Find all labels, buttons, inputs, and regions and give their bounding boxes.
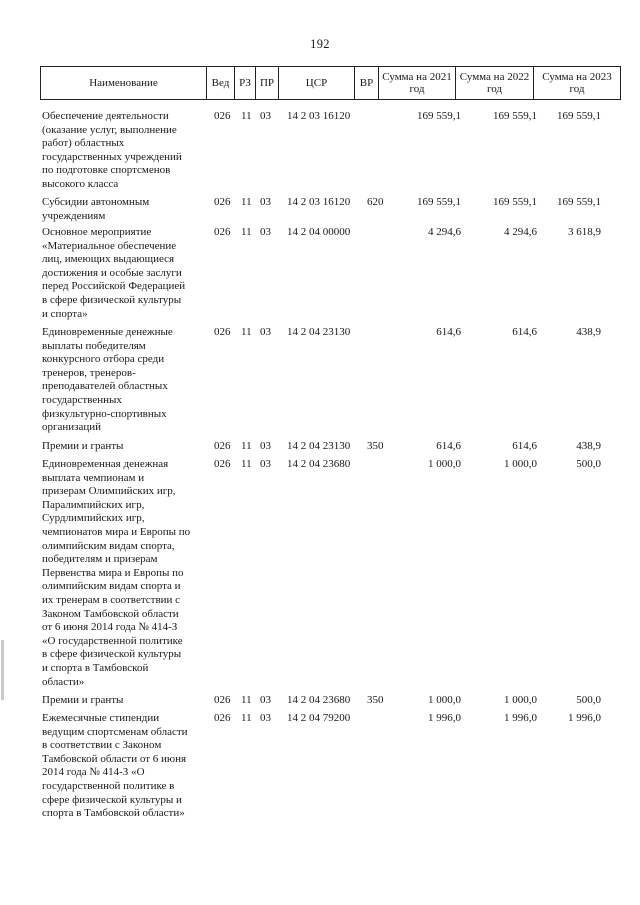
row-rz: 11: [241, 458, 252, 470]
row-pr: 03: [260, 458, 271, 470]
row-s2021: 614,6: [436, 326, 461, 338]
row-csr: 14 2 04 23130: [287, 440, 351, 452]
row-pr: 03: [260, 712, 271, 724]
row-csr: 14 2 03 16120: [287, 196, 351, 208]
row-ved: 026: [214, 458, 231, 470]
row-name: Ежемесячные стипендии ведущим спортсменам области в соответствии с Законом Тамбовской области от 6 июня 2014 года № 414-З «О государственной политике в сфере физической культуры и спорта в Тамбовской области»: [42, 712, 188, 820]
row-csr: 14 2 04 00000: [287, 226, 351, 238]
row-s2022: 614,6: [512, 326, 537, 338]
row-rz: 11: [241, 196, 252, 208]
row-s2021: 169 559,1: [417, 196, 461, 208]
row-pr: 03: [260, 110, 271, 122]
row-name: Премии и гранты: [42, 440, 124, 452]
row-name: Единовременные денежные выплаты победителям конкурсного отбора среди тренеров, тренеров- преподавателей областных государственных физкультурно-спортивных организаций: [42, 326, 173, 434]
row-rz: 11: [241, 712, 252, 724]
header-sum-2022: Сумма на 2022 год: [455, 67, 533, 99]
row-s2022: 1 000,0: [504, 458, 537, 470]
row-pr: 03: [260, 326, 271, 338]
row-s2021: 4 294,6: [428, 226, 461, 238]
row-csr: 14 2 03 16120: [287, 110, 351, 122]
row-vr: 350: [367, 440, 384, 452]
row-s2022: 614,6: [512, 440, 537, 452]
header-ved: Вед: [206, 67, 234, 99]
row-ved: 026: [214, 694, 231, 706]
row-s2023: 169 559,1: [557, 110, 601, 122]
header-csr: ЦСР: [278, 67, 354, 99]
row-rz: 11: [241, 110, 252, 122]
row-ved: 026: [214, 196, 231, 208]
row-ved: 026: [214, 326, 231, 338]
row-rz: 11: [241, 694, 252, 706]
row-s2023: 500,0: [576, 694, 601, 706]
row-ved: 026: [214, 226, 231, 238]
row-vr: 620: [367, 196, 384, 208]
header-sum-2021: Сумма на 2021 год: [378, 67, 455, 99]
row-pr: 03: [260, 694, 271, 706]
row-ved: 026: [214, 110, 231, 122]
row-s2021: 1 000,0: [428, 458, 461, 470]
row-s2023: 1 996,0: [568, 712, 601, 724]
row-s2023: 3 618,9: [568, 226, 601, 238]
row-s2023: 438,9: [576, 326, 601, 338]
header-rz: РЗ: [234, 67, 255, 99]
row-name: Основное мероприятие «Материальное обеспечение лиц, имеющих выдающиеся достижения и особые заслуги перед Российской Федерацией в сфере физической культуры и спорта»: [42, 226, 186, 320]
row-s2021: 614,6: [436, 440, 461, 452]
row-pr: 03: [260, 440, 271, 452]
row-ved: 026: [214, 712, 231, 724]
row-csr: 14 2 04 79200: [287, 712, 351, 724]
row-s2022: 169 559,1: [493, 110, 537, 122]
row-s2022: 1 996,0: [504, 712, 537, 724]
row-csr: 14 2 04 23680: [287, 458, 351, 470]
row-rz: 11: [241, 226, 252, 238]
page-number: 192: [310, 37, 330, 51]
row-s2022: 169 559,1: [493, 196, 537, 208]
row-rz: 11: [241, 326, 252, 338]
row-rz: 11: [241, 440, 252, 452]
row-csr: 14 2 04 23680: [287, 694, 351, 706]
row-vr: 350: [367, 694, 384, 706]
row-s2021: 1 996,0: [428, 712, 461, 724]
header-vr: ВР: [354, 67, 378, 99]
row-s2022: 4 294,6: [504, 226, 537, 238]
row-s2023: 169 559,1: [557, 196, 601, 208]
row-s2021: 169 559,1: [417, 110, 461, 122]
row-csr: 14 2 04 23130: [287, 326, 351, 338]
row-s2023: 500,0: [576, 458, 601, 470]
row-s2023: 438,9: [576, 440, 601, 452]
row-name: Единовременная денежная выплата чемпионам и призерам Олимпийских игр, Паралимпийских игр, Сурдлимпийских игр, чемпионатов мира и Европы по олимпийским видам спорта, победителям и призерам Первенства мира и Европы по олимпийским видам спорта и их тренерам в соответствии с Законом Тамбовской области от 6 июня 2014 года № 414-З «О государственной политике в сфере физической культуры и спорта в Тамбовской области»: [42, 458, 191, 688]
row-s2021: 1 000,0: [428, 694, 461, 706]
row-pr: 03: [260, 226, 271, 238]
row-s2022: 1 000,0: [504, 694, 537, 706]
header-pr: ПР: [255, 67, 278, 99]
row-name: Премии и гранты: [42, 694, 124, 706]
row-name: Обеспечение деятельности (оказание услуг, выполнение работ) областных государственных учреждений по подготовке спортсменов высокого класса: [42, 110, 182, 190]
row-ved: 026: [214, 440, 231, 452]
table-header: [40, 66, 621, 100]
scan-edge-mark: [1, 640, 4, 700]
header-name: Наименование: [89, 77, 158, 89]
header-sum-2023: Сумма на 2023 год: [533, 67, 620, 99]
row-name: Субсидии автономным учреждениям: [42, 196, 150, 222]
row-pr: 03: [260, 196, 271, 208]
